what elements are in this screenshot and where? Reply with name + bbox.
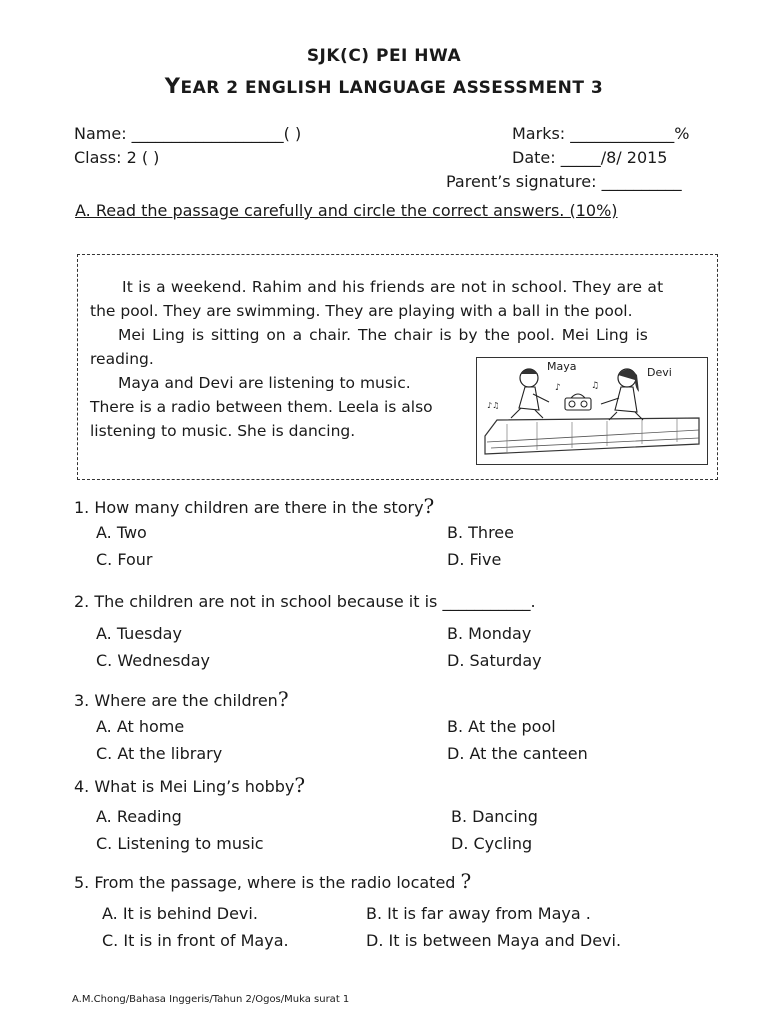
q2-option-d[interactable]: D. Saturday	[447, 651, 542, 670]
q3-option-d[interactable]: D. At the canteen	[447, 744, 588, 763]
question-mark: ?	[423, 494, 435, 518]
question-3-text: 3. Where are the children	[74, 691, 278, 710]
q5-option-d[interactable]: D. It is between Maya and Devi.	[366, 931, 622, 950]
date-field[interactable]: Date: _____/8/ 2015	[512, 148, 668, 167]
passage-line-2: the pool. They are swimming. They are playing with a ball in the pool.	[90, 302, 633, 320]
question-mark: ?	[460, 869, 472, 893]
school-name: SJK(C) PEI HWA	[306, 46, 462, 66]
question-1-text: 1. How many children are there in the story	[74, 498, 424, 517]
q2-option-a[interactable]: A. Tuesday	[96, 624, 182, 643]
question-4	[74, 773, 305, 797]
passage-box	[77, 254, 718, 480]
title-rest: EAR 2 ENGLISH LANGUAGE ASSESSMENT 3	[180, 78, 604, 98]
question-mark: ?	[294, 773, 306, 797]
svg-text:♫: ♫	[591, 381, 600, 391]
q1-option-b[interactable]: B. Three	[447, 523, 514, 542]
question-5	[74, 869, 471, 893]
q3-option-a[interactable]: A. At home	[96, 717, 185, 736]
q4-option-b[interactable]: B. Dancing	[451, 807, 538, 826]
q2-option-b[interactable]: B. Monday	[447, 624, 532, 643]
passage-line-6: There is a radio between them. Leela is also	[90, 398, 433, 416]
q3-option-b[interactable]: B. At the pool	[447, 717, 556, 736]
label-devi: Devi	[647, 366, 672, 379]
passage-line-4: reading.	[90, 350, 154, 368]
q5-option-c[interactable]: C. It is in front of Maya.	[102, 931, 289, 950]
passage-line-5: Maya and Devi are listening to music.	[118, 374, 411, 392]
question-3	[74, 687, 289, 711]
label-maya: Maya	[547, 360, 577, 373]
parent-signature-field[interactable]: Parent’s signature: __________	[446, 172, 682, 191]
marks-field[interactable]: Marks: _____________%	[512, 124, 690, 143]
class-field[interactable]: Class: 2 ( )	[74, 148, 160, 167]
question-mark: ?	[277, 687, 289, 711]
passage-line-7: listening to music. She is dancing.	[90, 422, 356, 440]
q4-option-a[interactable]: A. Reading	[96, 807, 182, 826]
name-field[interactable]: Name: ___________________( )	[74, 124, 302, 143]
page-footer: A.M.Chong/Bahasa Inggeris/Tahun 2/Ogos/Muka surat 1	[72, 994, 350, 1005]
q5-option-a[interactable]: A. It is behind Devi.	[102, 904, 258, 923]
assessment-title	[0, 74, 768, 98]
question-2	[74, 592, 536, 611]
children-listening-illustration	[477, 358, 707, 464]
q5-option-b[interactable]: B. It is far away from Maya .	[366, 904, 591, 923]
section-a-instruction: A. Read the passage carefully and circle the correct answers. (10%)	[75, 201, 618, 220]
question-4-text: 4. What is Mei Ling’s hobby	[74, 777, 295, 796]
svg-text:♪: ♪	[555, 383, 561, 393]
question-1	[74, 494, 434, 518]
passage-illustration	[476, 357, 708, 465]
q4-option-c[interactable]: C. Listening to music	[96, 834, 264, 853]
svg-text:♪♫: ♪♫	[487, 401, 500, 410]
title-first-letter: Y	[164, 74, 181, 98]
passage-line-1: It is a weekend. Rahim and his friends are not in school. They are at	[122, 278, 664, 296]
q1-option-a[interactable]: A. Two	[96, 523, 147, 542]
q3-option-c[interactable]: C. At the library	[96, 744, 223, 763]
passage-line-3: Mei Ling is sitting on a chair. The chair is by the pool. Mei Ling is	[118, 326, 648, 344]
q4-option-d[interactable]: D. Cycling	[451, 834, 533, 853]
question-2-text: 2. The children are not in school because it is ___________.	[74, 592, 536, 611]
question-5-text: 5. From the passage, where is the radio located	[74, 873, 461, 892]
q1-option-c[interactable]: C. Four	[96, 550, 153, 569]
q2-option-c[interactable]: C. Wednesday	[96, 651, 210, 670]
q1-option-d[interactable]: D. Five	[447, 550, 502, 569]
